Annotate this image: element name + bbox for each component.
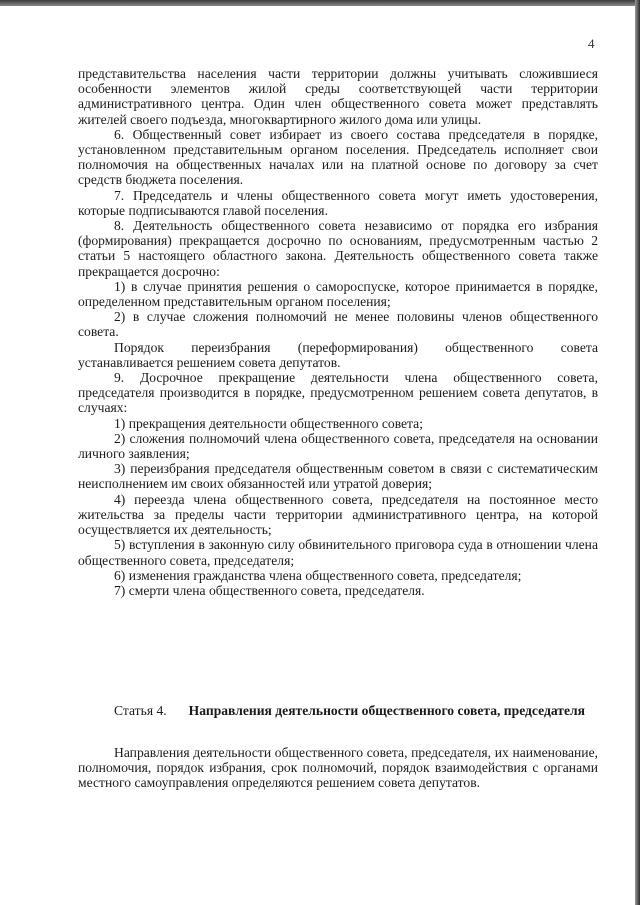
list-item: 3) переизбрания председателя общественным советом в связи с систематическим неисполнением им своих обязанностей или утратой доверия;	[78, 461, 598, 492]
list-item: 7) смерти члена общественного совета, председателя.	[114, 582, 425, 598]
page-number: 4	[588, 36, 595, 51]
scan-edge-right	[635, 0, 640, 905]
paragraph: представительства населения части территории должны учитывать сложившиеся особенности элементов жилой среды соответствующей части территории административного центра. Один член общественного совета может представлять жителей своего подъезда, многоквартирного жилого дома или улицы.	[78, 66, 598, 127]
paragraph: 8. Деятельность общественного совета независимо от порядка его избрания (формирования) прекращается досрочно по основаниям, предусмотренным частью 2 статьи 5 настоящего областного закона. Деятельность общественного совета также прекращается досрочно:	[78, 218, 598, 279]
paragraph: 7. Председатель и члены общественного совета могут иметь удостоверения, которые подписываются главой поселения.	[78, 187, 598, 218]
list-item: 4) переезда члена общественного совета, председателя на постоянное место жительства за пределы части территории административного центра, на которой осуществляется их деятельность;	[78, 491, 598, 538]
list-item: 2) в случае сложения полномочий не менее половины членов общественного совета.	[78, 309, 598, 340]
list-item: 5) вступления в законную силу обвинительного приговора суда в отношении члена общественного совета, председателя;	[78, 537, 598, 568]
list-item: 1) прекращения деятельности общественного совета;	[114, 415, 423, 431]
paragraph: 9. Досрочное прекращение деятельности члена общественного совета, председателя производится в порядке, предусмотренном решением совета депутатов, в случаях:	[78, 370, 598, 416]
list-item: 1) в случае принятия решения о самороспуске, которое принимается в порядке, определенном представительным органом поселения;	[78, 278, 598, 310]
list-item: 2) сложения полномочий члена общественного совета, председателя на основании личного заявления;	[78, 430, 598, 462]
paragraph: Направления деятельности общественного совета, председателя, их наименование, полномочия, порядок избрания, срок полномочий, порядок взаимодействия с органами местного самоуправления определяются решением совета депутатов.	[78, 745, 598, 791]
article-number: Статья 4.	[114, 703, 167, 718]
paragraph: 6. Общественный совет избирает из своего состава председателя в порядке, установленном представительным органом поселения. Председатель исполняет свои полномочия на общественных началах или на платной основе по договору за счет средств бюджета поселения.	[78, 126, 598, 188]
scan-edge-top	[0, 0, 640, 6]
list-item: 6) изменения гражданства члена общественного совета, председателя;	[114, 567, 522, 583]
article-title: Направления деятельности общественного совета, председателя	[188, 703, 585, 718]
article-body	[78, 745, 598, 791]
document-body	[78, 66, 598, 598]
article-heading	[78, 703, 598, 719]
paragraph: Порядок переизбрания (переформирования) общественного совета устанавливается решением совета депутатов.	[78, 339, 598, 370]
